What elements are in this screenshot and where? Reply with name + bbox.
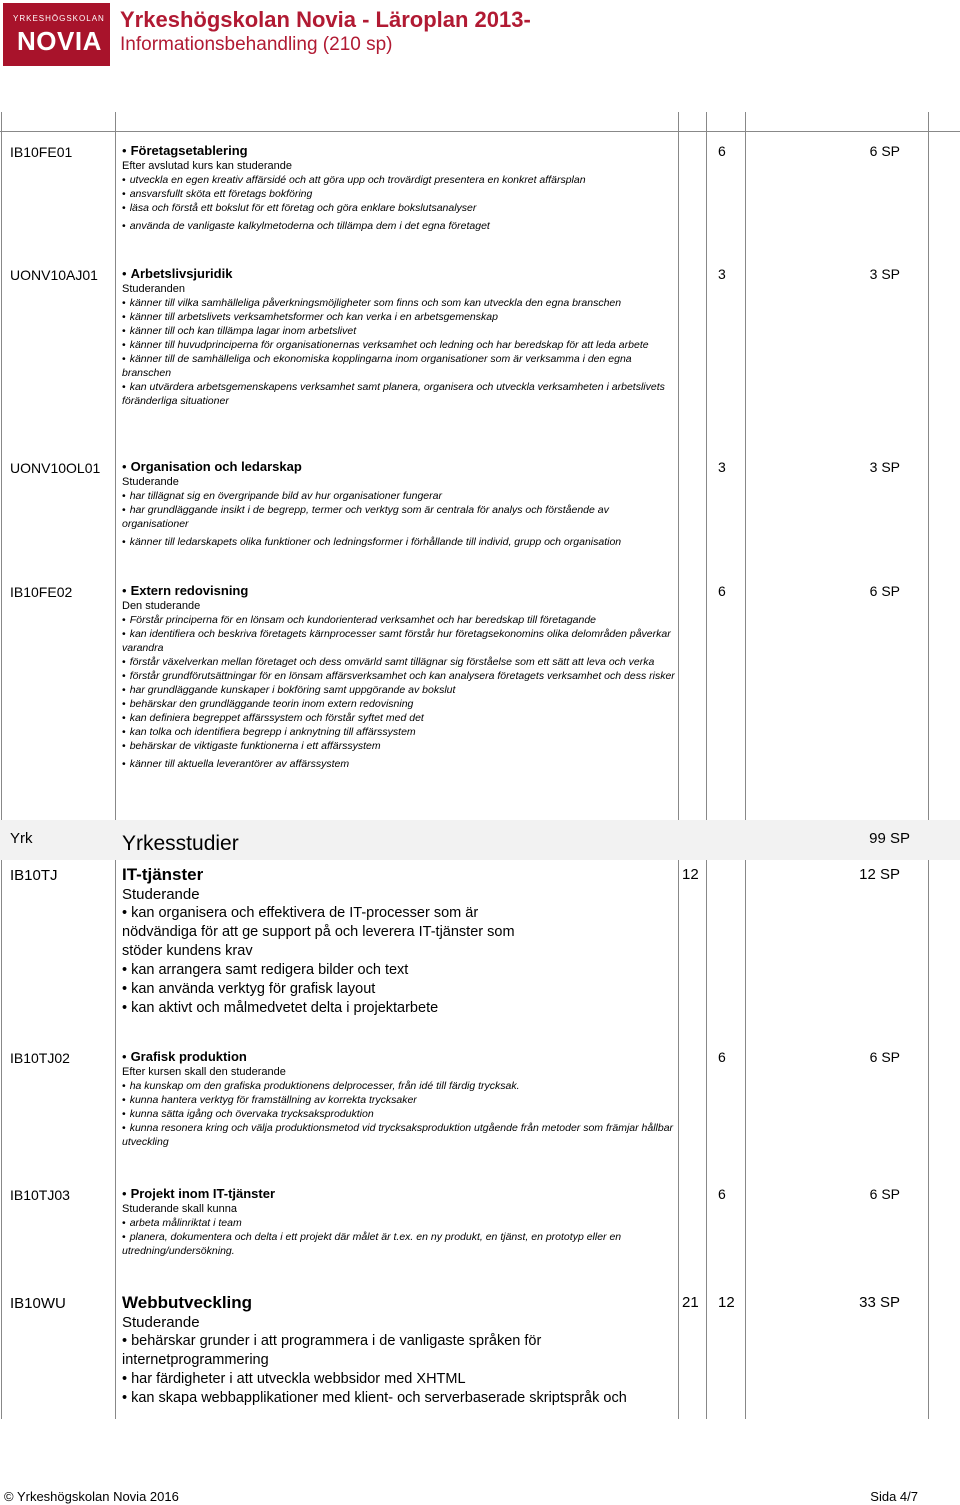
course-title: • Projekt inom IT-tjänster bbox=[122, 1185, 677, 1202]
course-outcome: • känner till vilka samhälleliga påverkningsmöjligheter som finns och som kan utveckla den egna branschen bbox=[122, 296, 677, 310]
course-outcome: • kan skapa webbapplikationer med klient- och serverbaserade skriptspråk och bbox=[122, 1389, 677, 1408]
footer-copyright: © Yrkeshögskolan Novia 2016 bbox=[4, 1489, 179, 1504]
course-outcome: • kan utvärdera arbetsgemenskapens verksamhet samt planera, organisera och utveckla verksamheten i arbetslivets föränderliga situationer bbox=[122, 380, 677, 408]
course-outcome: • kan definiera begreppet affärssystem och förstår syftet med det bbox=[122, 711, 677, 725]
course-sp: 33 SP bbox=[859, 1294, 900, 1311]
course-intro: Den studerande bbox=[122, 600, 201, 612]
course-outcome: • förstår växelverkan mellan företaget och dess omvärld samt tillägnar sig förståelse som ett sätt att leva och verka bbox=[122, 655, 677, 669]
course-credits: 3 bbox=[718, 459, 726, 475]
course-sp: 6 SP bbox=[869, 143, 900, 159]
course-outcome: • kan identifiera och beskriva företagets kärnprocesser samt förstår hur företagsekonomins olika delområden påverkar varandra bbox=[122, 627, 677, 655]
course-outcome: • har grundläggande insikt i de begrepp, termer och verktyg som är centrala för analys och förstående av organisationer bbox=[122, 503, 677, 531]
course-sp: 6 SP bbox=[869, 1049, 900, 1065]
course-outcome: • använda de vanligaste kalkylmetoderna och tillämpa dem i det egna företaget bbox=[122, 219, 677, 233]
course-outcome: • ansvarsfullt sköta ett företags bokföring bbox=[122, 187, 677, 201]
course-credits: 6 bbox=[718, 1186, 726, 1202]
course-outcome: • känner till huvudprinciperna för organisationernas verksamhet och ledning och har beredskap för att leda arbete bbox=[122, 338, 677, 352]
course-intro: Studerande skall kunna bbox=[122, 1203, 237, 1215]
course-sp: 6 SP bbox=[869, 583, 900, 599]
course-outcome: • behärskar den grundläggande teorin inom extern redovisning bbox=[122, 697, 677, 711]
page-subtitle: Informationsbehandling (210 sp) bbox=[120, 34, 393, 55]
course-code: IB10TJ bbox=[10, 867, 58, 884]
course-outcome: • läsa och förstå ett bokslut för ett företag och göra enklare bokslutsanalyser bbox=[122, 201, 677, 215]
course-title: • Arbetslivsjuridik bbox=[122, 265, 677, 282]
course-body bbox=[122, 1293, 677, 1408]
course-title: Webbutveckling bbox=[122, 1293, 253, 1312]
course-credits: 6 bbox=[718, 583, 726, 599]
table-line bbox=[706, 112, 707, 1419]
course-intro: Efter avslutad kurs kan studerande bbox=[122, 160, 292, 172]
course-credits: 12 bbox=[682, 866, 699, 883]
course-credits-theory: 21 bbox=[682, 1294, 699, 1311]
course-credits-practice: 12 bbox=[718, 1294, 735, 1311]
course-title: • Företagsetablering bbox=[122, 142, 677, 159]
course-outcome: • kunna resonera kring och välja produktionsmetod vid trycksaksproduktion utgående från metoder som främjar hållbar utveckling bbox=[122, 1121, 677, 1149]
course-outcome: • känner till ledarskapets olika funktioner och ledningsformer i förhållande till individ, grupp och organisation bbox=[122, 535, 677, 549]
table-line bbox=[115, 112, 116, 1419]
course-code: UONV10OL01 bbox=[10, 460, 101, 476]
logo-main-text: NOVIA bbox=[17, 26, 102, 56]
course-credits: 6 bbox=[718, 143, 726, 159]
course-intro: Studerande bbox=[122, 476, 179, 488]
course-body bbox=[122, 458, 677, 549]
course-sp: 3 SP bbox=[869, 266, 900, 282]
course-outcome: • känner till och kan tillämpa lagar inom arbetslivet bbox=[122, 324, 677, 338]
course-code: UONV10AJ01 bbox=[10, 267, 98, 283]
course-code: IB10FE01 bbox=[10, 144, 73, 160]
course-intro: Studeranden bbox=[122, 283, 185, 295]
course-outcome: • utveckla en egen kreativ affärsidé och att göra upp och trovärdigt presentera en konkret affärsplan bbox=[122, 173, 677, 187]
course-outcome: • kan aktivt och målmedvetet delta i projektarbete bbox=[122, 999, 522, 1018]
section-code: Yrk bbox=[10, 830, 33, 847]
section-header-row bbox=[0, 820, 960, 860]
course-title: • Grafisk produktion bbox=[122, 1048, 677, 1065]
course-body bbox=[122, 265, 677, 408]
course-outcome: • behärskar grunder i att programmera i de vanligaste språken för internetprogrammering bbox=[122, 1332, 562, 1370]
table-line bbox=[1, 112, 2, 1419]
course-code: IB10TJ03 bbox=[10, 1187, 70, 1203]
course-outcome: • har grundläggande kunskaper i bokföring samt uppgörande av bokslut bbox=[122, 683, 677, 697]
course-title: • Extern redovisning bbox=[122, 582, 677, 599]
course-outcome: • arbeta målinriktat i team bbox=[122, 1216, 677, 1230]
logo-top-text: YRKESHÖGSKOLAN bbox=[13, 14, 105, 23]
course-sp: 3 SP bbox=[869, 459, 900, 475]
course-outcome: • Förstår principerna för en lönsam och kundorienterad verksamhet och har beredskap till företagande bbox=[122, 613, 677, 627]
course-outcome: • har färdigheter i att utveckla webbsidor med XHTML bbox=[122, 1370, 677, 1389]
course-outcome: • känner till de samhälleliga och ekonomiska kopplingarna inom organisationer som är verksamma i den egna branschen bbox=[122, 352, 677, 380]
course-title: • Organisation och ledarskap bbox=[122, 458, 677, 475]
course-credits: 6 bbox=[718, 1049, 726, 1065]
course-sp: 12 SP bbox=[859, 866, 900, 883]
table-line bbox=[745, 112, 746, 1419]
page-title: Yrkeshögskolan Novia - Läroplan 2013- bbox=[120, 7, 531, 32]
course-body bbox=[122, 582, 677, 771]
course-code: IB10FE02 bbox=[10, 584, 73, 600]
course-body bbox=[122, 1048, 677, 1149]
course-outcome: • planera, dokumentera och delta i ett projekt där målet är t.ex. en ny produkt, en tjänst, en prototyp eller en utredning/undersökning. bbox=[122, 1230, 677, 1258]
section-title: Yrkesstudier bbox=[122, 832, 239, 855]
course-outcome: • kan organisera och effektivera de IT-processer som är nödvändiga för att ge support på och leverera IT-tjänster som stöder kundens krav bbox=[122, 904, 522, 961]
course-outcome: • kan tolka och identifiera begrepp i anknytning till affärssystem bbox=[122, 725, 677, 739]
course-code: IB10WU bbox=[10, 1295, 66, 1312]
course-intro: Studerande bbox=[122, 886, 200, 903]
course-outcome: • känner till aktuella leverantörer av affärssystem bbox=[122, 757, 677, 771]
course-outcome: • behärskar de viktigaste funktionerna i ett affärssystem bbox=[122, 739, 677, 753]
course-outcome: • har tillägnat sig en övergripande bild av hur organisationer fungerar bbox=[122, 489, 677, 503]
course-intro: Efter kursen skall den studerande bbox=[122, 1066, 286, 1078]
section-sp: 99 SP bbox=[869, 830, 910, 847]
course-body bbox=[122, 1185, 677, 1258]
course-outcome: • ha kunskap om den grafiska produktionens delprocesser, från idé till färdig trycksak. bbox=[122, 1079, 677, 1093]
course-outcome: • kunna hantera verktyg för framställning av korrekta trycksaker bbox=[122, 1093, 677, 1107]
course-outcome: • kunna sätta igång och övervaka trycksaksproduktion bbox=[122, 1107, 677, 1121]
course-outcome: • kan arrangera samt redigera bilder och text bbox=[122, 961, 522, 980]
table-line bbox=[0, 131, 960, 132]
table-line bbox=[678, 112, 679, 1419]
table-line bbox=[928, 112, 929, 1419]
course-outcome: • kan använda verktyg för grafisk layout bbox=[122, 980, 522, 999]
course-body bbox=[122, 142, 677, 233]
course-intro: Studerande bbox=[122, 1314, 200, 1331]
course-sp: 6 SP bbox=[869, 1186, 900, 1202]
course-credits: 3 bbox=[718, 266, 726, 282]
course-outcome: • förstår grundförutsättningar för en lönsam affärsverksamhet och kan analysera företagets verksamhet och dess risker bbox=[122, 669, 677, 683]
course-code: IB10TJ02 bbox=[10, 1050, 70, 1066]
course-outcome: • känner till arbetslivets verksamhetsformer och kan verka i en arbetsgemenskap bbox=[122, 310, 677, 324]
novia-logo bbox=[3, 3, 110, 66]
footer-page-number: Sida 4/7 bbox=[870, 1489, 918, 1504]
course-body bbox=[122, 865, 522, 1018]
course-title: IT-tjänster bbox=[122, 865, 204, 884]
